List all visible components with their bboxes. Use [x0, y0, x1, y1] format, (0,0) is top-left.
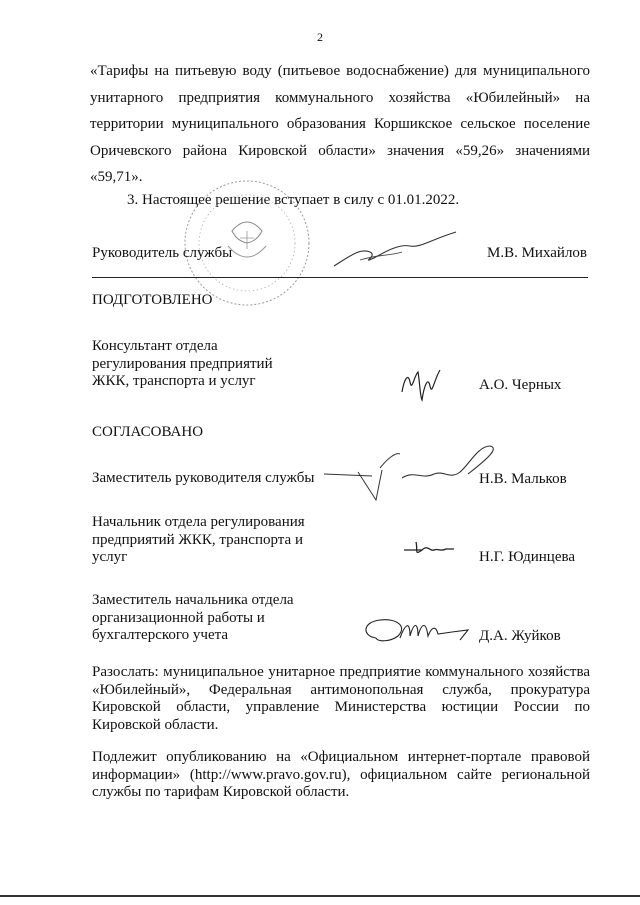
prepared-title	[92, 338, 352, 391]
distribution-line: Разослать: муниципальное унитарное предприятие коммунального хозяйства	[92, 664, 590, 680]
signer-2-name: Н.Г. Юдинцева	[479, 549, 576, 565]
intro-line: «59,71».	[90, 169, 143, 185]
signer-2-signature-icon	[402, 536, 457, 561]
distribution-line: Кировской области, управление Министерства юстиции России по	[92, 699, 590, 715]
prepared-name: А.О. Черных	[479, 377, 562, 393]
title-line: бухгалтерского учета	[92, 627, 229, 643]
publication-note	[92, 749, 590, 802]
distribution-line: «Юбилейный», Федеральная антимонопольная служба, прокуратура	[92, 681, 590, 698]
intro-line: унитарного предприятия коммунального хозяйства «Юбилейный» на	[90, 89, 590, 106]
title-line: ЖКК, транспорта и услуг	[92, 373, 256, 389]
publication-line: информации» (http://www.pravo.gov.ru), официальном сайте региональной	[92, 766, 590, 783]
signer-3-name: Д.А. Жуйков	[479, 628, 561, 644]
head-signature-icon	[330, 226, 460, 276]
title-line: регулирования предприятий	[92, 355, 273, 372]
prepared-heading: ПОДГОТОВЛЕНО	[92, 292, 213, 308]
signer-1-title: Заместитель руководителя службы	[92, 470, 315, 486]
intro-line: «Тарифы на питьевую воду (питьевое водоснабжение) для муниципального	[90, 63, 590, 79]
head-title: Руководитель службы	[92, 245, 233, 261]
publication-line: службы по тарифам Кировской области.	[92, 784, 350, 800]
page-number: 2	[317, 30, 323, 44]
signer-1-signature-icon	[318, 440, 503, 505]
page-bottom-edge	[0, 895, 640, 897]
title-line: предприятий ЖКК, транспорта и	[92, 531, 303, 548]
intro-paragraph	[90, 58, 590, 191]
agreed-heading: СОГЛАСОВАНО	[92, 424, 204, 440]
item-3-effective-date: 3. Настоящее решение вступает в силу с 01.01.2022.	[127, 192, 460, 208]
signer-3-title	[92, 592, 342, 645]
title-line: Заместитель начальника отдела	[92, 592, 294, 608]
title-line: Консультант отдела	[92, 338, 218, 354]
intro-line: Оричевского района Кировской области» значения «59,26» значениями	[90, 142, 590, 159]
divider-line	[92, 277, 588, 278]
head-name: М.В. Михайлов	[487, 245, 588, 261]
title-line: организационной работы и	[92, 609, 265, 626]
signer-1-name: Н.В. Мальков	[479, 471, 567, 487]
distribution-line: Кировской области.	[92, 716, 219, 733]
title-line: Начальник отдела регулирования	[92, 514, 305, 530]
intro-line: территории муниципального образования Коршикское сельское поселение	[90, 116, 590, 132]
prepared-signature-icon	[398, 362, 443, 407]
signer-2-title	[92, 514, 342, 567]
signer-3-signature-icon	[356, 612, 476, 652]
publication-line: Подлежит опубликованию на «Официальном интернет-портале правовой	[92, 749, 590, 765]
distribution-list	[92, 664, 590, 734]
title-line: услуг	[92, 549, 128, 565]
